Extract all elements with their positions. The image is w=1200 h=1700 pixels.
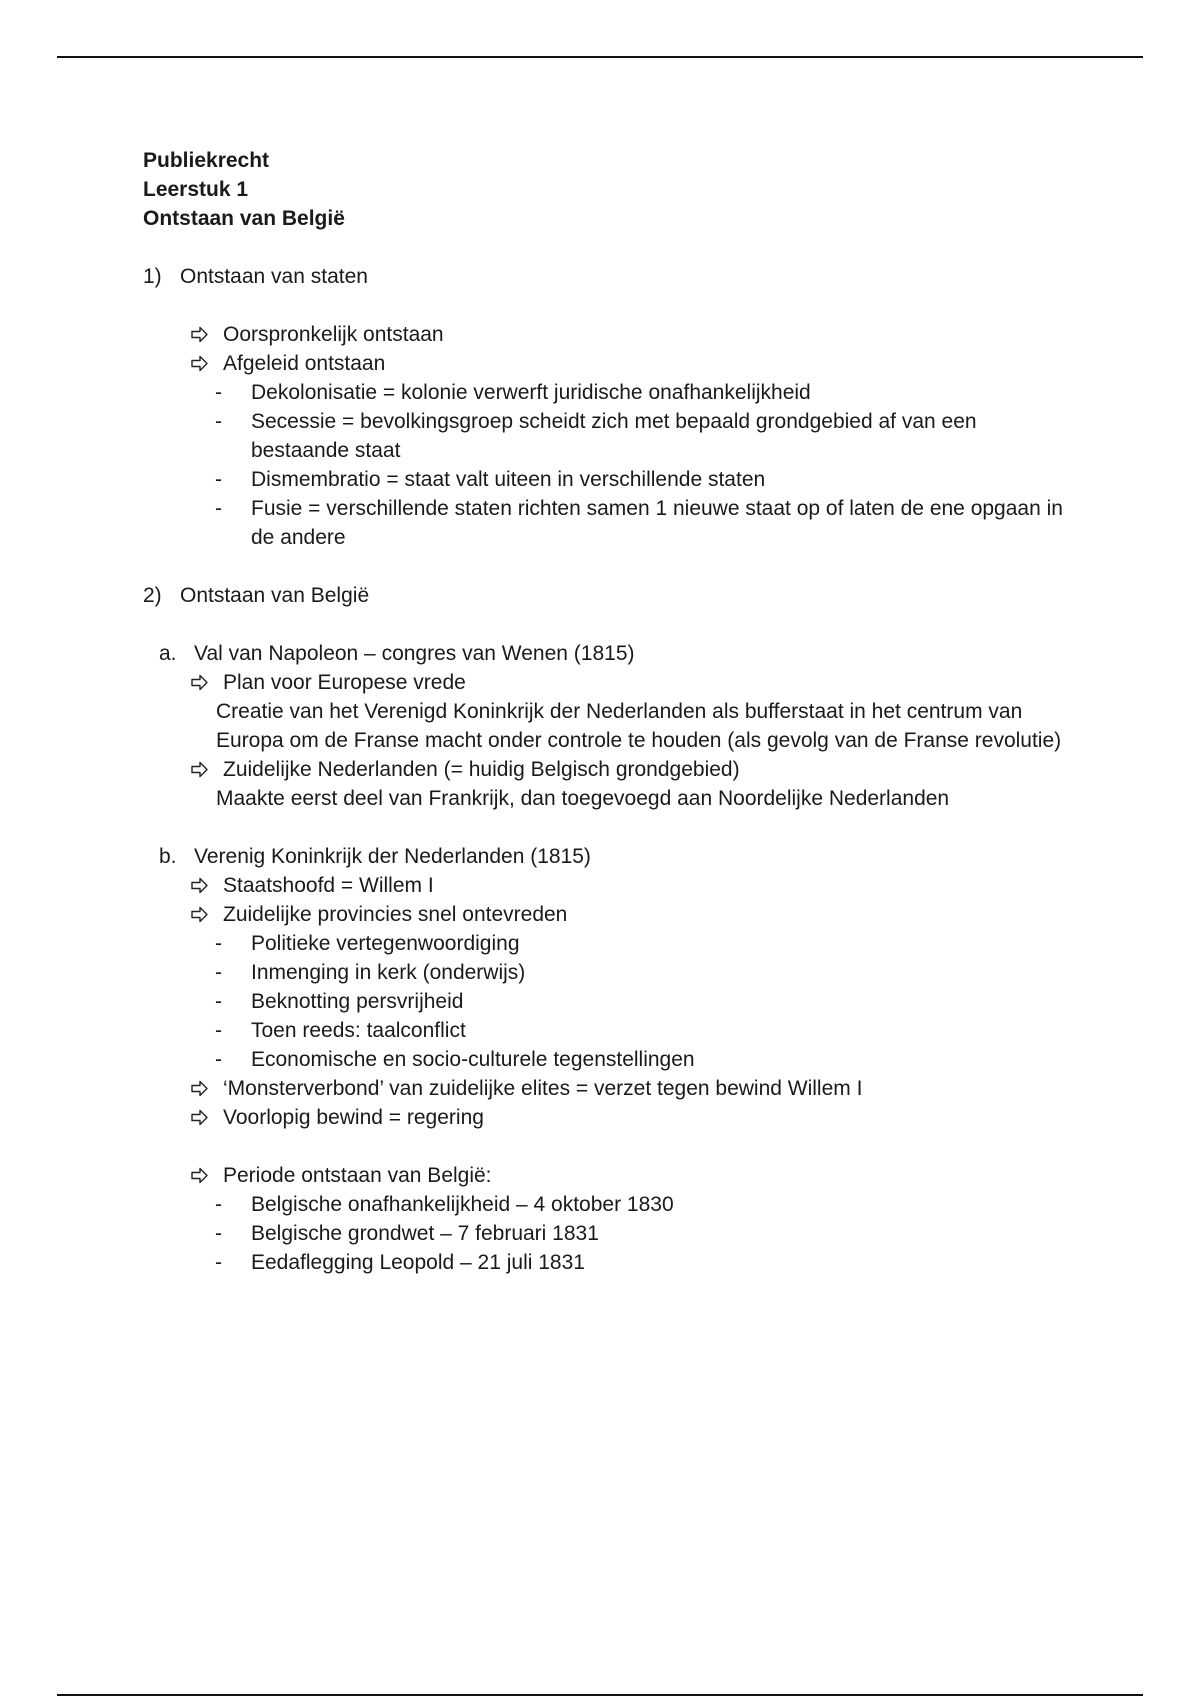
subsection-b-heading	[143, 842, 1063, 871]
dash-bullet: -	[215, 1048, 222, 1071]
dash-bullet: -	[215, 1222, 222, 1245]
arrow-right-outline-icon	[189, 900, 211, 929]
arrow-right-outline-icon	[189, 1161, 211, 1190]
arrow-item-text: Voorlopig bewind = regering	[223, 1106, 484, 1129]
arrow-item	[143, 1161, 1063, 1190]
arrow-item-text: Periode ontstaan van België:	[223, 1164, 492, 1187]
dash-item-text: Fusie = verschillende staten richten samen 1 nieuwe staat op of laten de ene opgaan in de andere	[251, 497, 1063, 549]
dash-bullet: -	[215, 990, 222, 1013]
document-body	[143, 146, 1063, 1277]
dash-item-text: Belgische grondwet – 7 februari 1831	[251, 1222, 599, 1245]
dash-item	[143, 929, 1063, 958]
subsection-title: Verenig Koninkrijk der Nederlanden (1815)	[194, 845, 591, 868]
dash-item	[143, 987, 1063, 1016]
dash-bullet: -	[215, 468, 222, 491]
arrow-item-text: Afgeleid ontstaan	[223, 352, 386, 375]
dash-item-text: Economische en socio-culturele tegenstellingen	[251, 1048, 695, 1071]
arrow-item-text: Plan voor Europese vrede	[223, 671, 466, 694]
dash-bullet: -	[215, 961, 222, 984]
dash-item-text: Eedaflegging Leopold – 21 juli 1831	[251, 1251, 585, 1274]
dash-item-text: Politieke vertegenwoordiging	[251, 932, 520, 955]
arrow-item-text: ‘Monsterverbond’ van zuidelijke elites = verzet tegen bewind Willem I	[223, 1077, 863, 1100]
subsection-a-heading	[143, 639, 1063, 668]
arrow-item-text: Staatshoofd = Willem I	[223, 874, 434, 897]
dash-item	[143, 407, 1063, 465]
arrow-item-text: Oorspronkelijk ontstaan	[223, 323, 444, 346]
dash-item	[143, 1016, 1063, 1045]
dash-item-text: Inmenging in kerk (onderwijs)	[251, 961, 526, 984]
arrow-item-text: Zuidelijke provincies snel ontevreden	[223, 903, 568, 926]
section-number: 2)	[143, 584, 162, 607]
arrow-item	[143, 668, 1063, 697]
arrow-right-outline-icon	[189, 668, 211, 697]
arrow-item	[143, 1074, 1063, 1103]
arrow-item	[143, 755, 1063, 784]
arrow-right-outline-icon	[189, 1103, 211, 1132]
subsection-letter: b.	[159, 845, 177, 868]
arrow-item	[143, 1103, 1063, 1132]
paragraph: Creatie van het Verenigd Koninkrijk der Nederlanden als bufferstaat in het centrum van Europa om de Franse macht onder controle te houden (als gevolg van de Franse revolutie)	[216, 700, 1062, 752]
paragraph: Maakte eerst deel van Frankrijk, dan toegevoegd aan Noordelijke Nederlanden	[216, 787, 950, 810]
dash-bullet: -	[215, 1193, 222, 1216]
arrow-right-outline-icon	[189, 755, 211, 784]
dash-bullet: -	[215, 381, 222, 404]
section-title: Ontstaan van België	[180, 584, 370, 607]
section-1-heading	[143, 262, 1063, 291]
subsection-letter: a.	[159, 642, 177, 665]
dash-item	[143, 1045, 1063, 1074]
dash-item-text: Secessie = bevolkingsgroep scheidt zich met bepaald grondgebied af van een bestaande staat	[251, 410, 977, 462]
page-title: Ontstaan van België	[143, 207, 345, 230]
header-rule	[57, 56, 1143, 58]
dash-item	[143, 958, 1063, 987]
dash-item	[143, 378, 1063, 407]
dash-item-text: Beknotting persvrijheid	[251, 990, 464, 1013]
dash-item-text: Toen reeds: taalconflict	[251, 1019, 466, 1042]
subsection-title: Val van Napoleon – congres van Wenen (1815)	[194, 642, 635, 665]
chapter-title: Leerstuk 1	[143, 178, 249, 201]
dash-bullet: -	[215, 497, 222, 520]
dash-item-text: Dekolonisatie = kolonie verwerft juridische onafhankelijkheid	[251, 381, 811, 404]
dash-bullet: -	[215, 1019, 222, 1042]
dash-item	[143, 494, 1063, 552]
dash-item-text: Dismembratio = staat valt uiteen in verschillende staten	[251, 468, 766, 491]
dash-item	[143, 1219, 1063, 1248]
arrow-right-outline-icon	[189, 320, 211, 349]
dash-item	[143, 1190, 1063, 1219]
arrow-item	[143, 320, 1063, 349]
arrow-right-outline-icon	[189, 1074, 211, 1103]
arrow-item	[143, 349, 1063, 378]
arrow-right-outline-icon	[189, 349, 211, 378]
arrow-right-outline-icon	[189, 871, 211, 900]
dash-item-text: Belgische onafhankelijkheid – 4 oktober 1830	[251, 1193, 674, 1216]
arrow-item-text: Zuidelijke Nederlanden (= huidig Belgisch grondgebied)	[223, 758, 740, 781]
section-title: Ontstaan van staten	[180, 265, 368, 288]
section-number: 1)	[143, 265, 162, 288]
dash-item	[143, 465, 1063, 494]
dash-bullet: -	[215, 1251, 222, 1274]
dash-bullet: -	[215, 932, 222, 955]
dash-bullet: -	[215, 410, 222, 433]
section-2-heading	[143, 581, 1063, 610]
dash-item	[143, 1248, 1063, 1277]
arrow-item	[143, 900, 1063, 929]
arrow-item	[143, 871, 1063, 900]
footer-rule	[57, 1694, 1143, 1696]
course-title: Publiekrecht	[143, 149, 270, 172]
